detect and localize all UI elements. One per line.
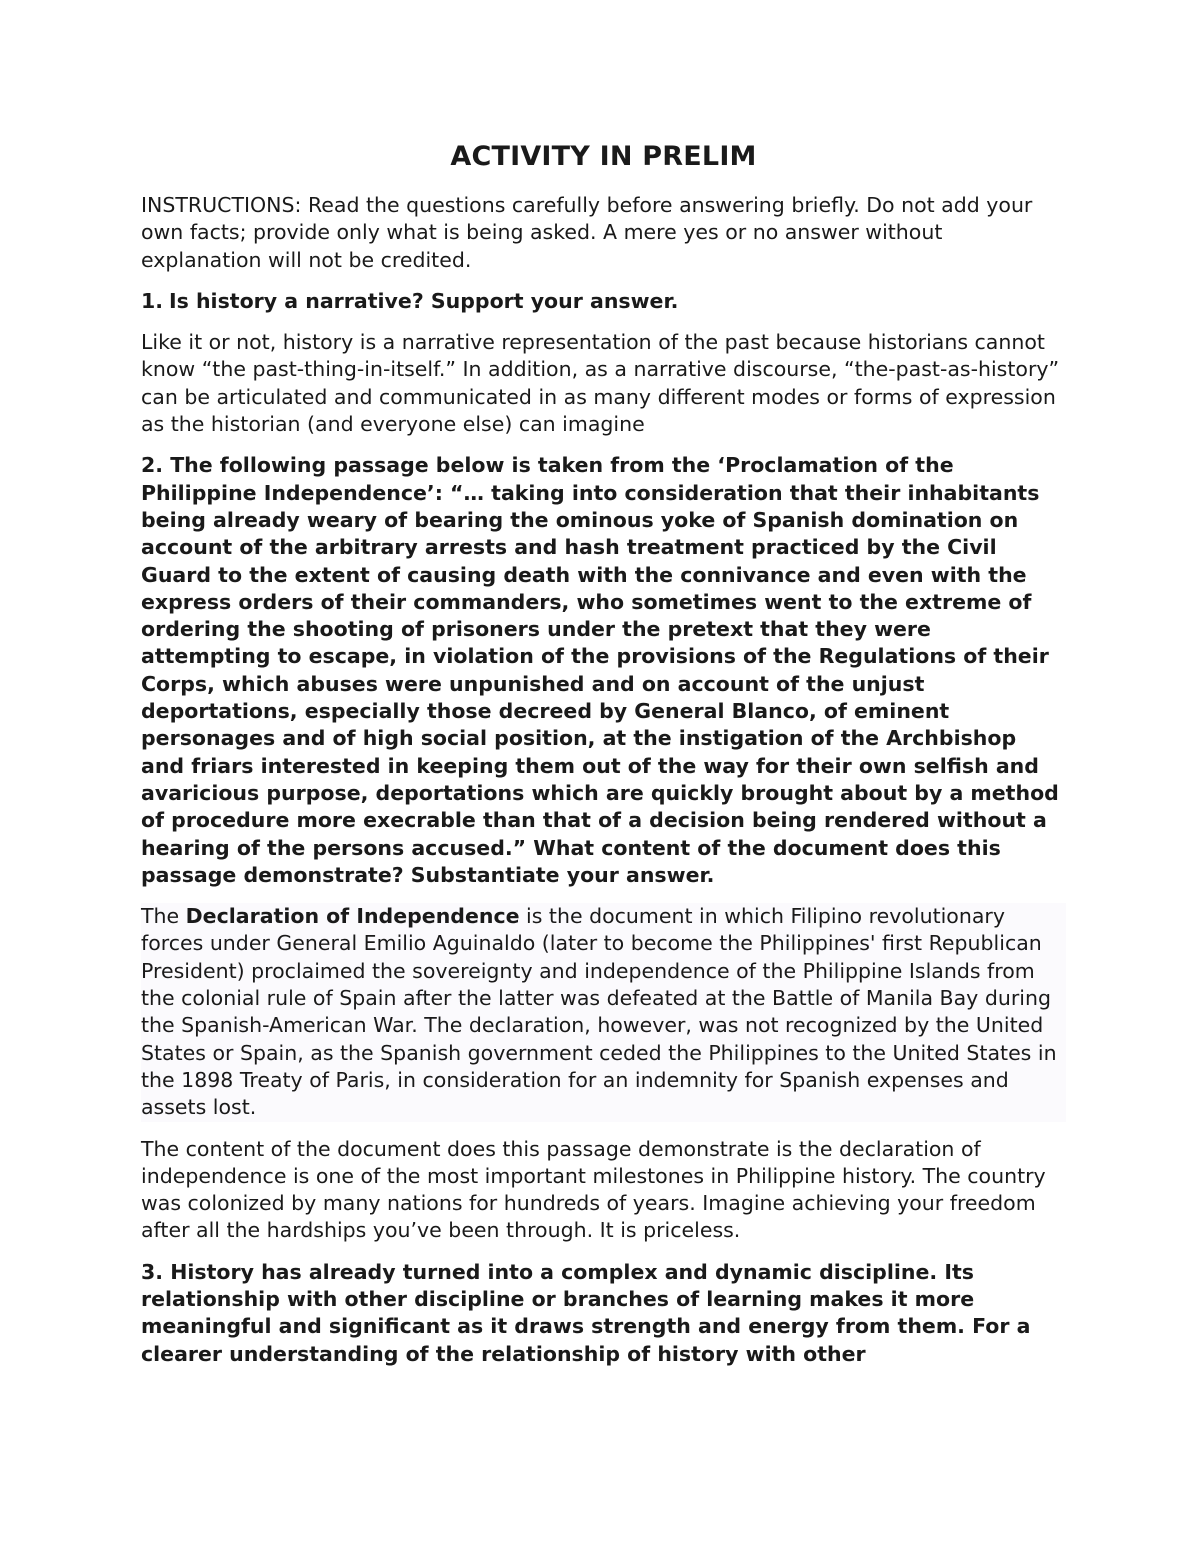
answer-1: Like it or not, history is a narrative representation of the past because historians cannot know “the past-thing-in-itself.” In addition, as a narrative discourse, “the-past-as-history” can be articulated and communicated in as many different modes or forms of expression as the historian (and everyone else) can imagine	[141, 330, 1060, 437]
question-1-number: 1.	[141, 288, 164, 313]
answer-2-paragraph-2: The content of the document does this passage demonstrate is the declaration of independence is one of the most important milestones in Philippine history. The country was colonized by many nations for hundreds of years. Imagine achieving your freedom after all the hardships you’ve been through. It is priceless.	[141, 1136, 1046, 1243]
question-3: 3. History has already turned into a complex and dynamic discipline. Its relationship with other discipline or branches of learning makes it more meaningful and significant as it draws strength and energy from them. For a clearer understanding of the relationship of history with other	[141, 1259, 1031, 1366]
answer-2-rest: is the document in which Filipino revolutionary forces under General Emilio Aguinaldo (later to become the Philippines' first Republican President) proclaimed the sovereignty and independence of the Philippine Islands from the colonial rule of Spain after the latter was defeated at the Battle of Manila Bay during the Spanish-American War. The declaration, however, was not recognized by the United States or Spain, as the Spanish government ceded the Philippines to the United States in the 1898 Treaty of Paris, in consideration for an indemnity for Spanish expenses and assets lost.	[141, 904, 1057, 1120]
document-title: ACTIVITY IN PRELIM	[450, 141, 757, 172]
question-2: 2. The following passage below is taken from the ‘Proclamation of the Philippine Independence’: “… taking into consideration that their inhabitants being already weary of bearing the ominous yoke of Spanish domination on account of the arbitrary arrests and hash treatment practiced by the Civil Guard to the extent of causing death with the connivance and even with the express orders of their commanders, who sometimes went to the extreme of ordering the shooting of prisoners under the pretext that they were attempting to escape, in violation of the provisions of the Regulations of their Corps, which abuses were unpunished and on account of the unjust deportations, especially those decreed by General Blanco, of eminent personages and of high social position, at the instigation of the Archbishop and friars interested in keeping them out of the way for their own selfish and avaricious purpose, deportations which are quickly brought about by a method of procedure more execrable than that of a decision being rendered without a hearing of the persons accused.” What content of the document does this passage demonstrate? Substantiate your answer.	[141, 453, 1059, 887]
instructions-paragraph: INSTRUCTIONS: Read the questions carefully before answering briefly. Do not add your own facts; provide only what is being asked. A mere yes or no answer without explanation will not be credited.	[141, 193, 1033, 272]
document-page	[141, 138, 1066, 1382]
question-1	[141, 288, 1066, 315]
answer-2-bold-term: Declaration of Independence	[185, 904, 520, 929]
answer-2-prefix: The	[141, 904, 186, 929]
answer-2-paragraph-1	[141, 903, 1066, 1121]
question-1-text: Is history a narrative? Support your answer.	[169, 288, 679, 313]
